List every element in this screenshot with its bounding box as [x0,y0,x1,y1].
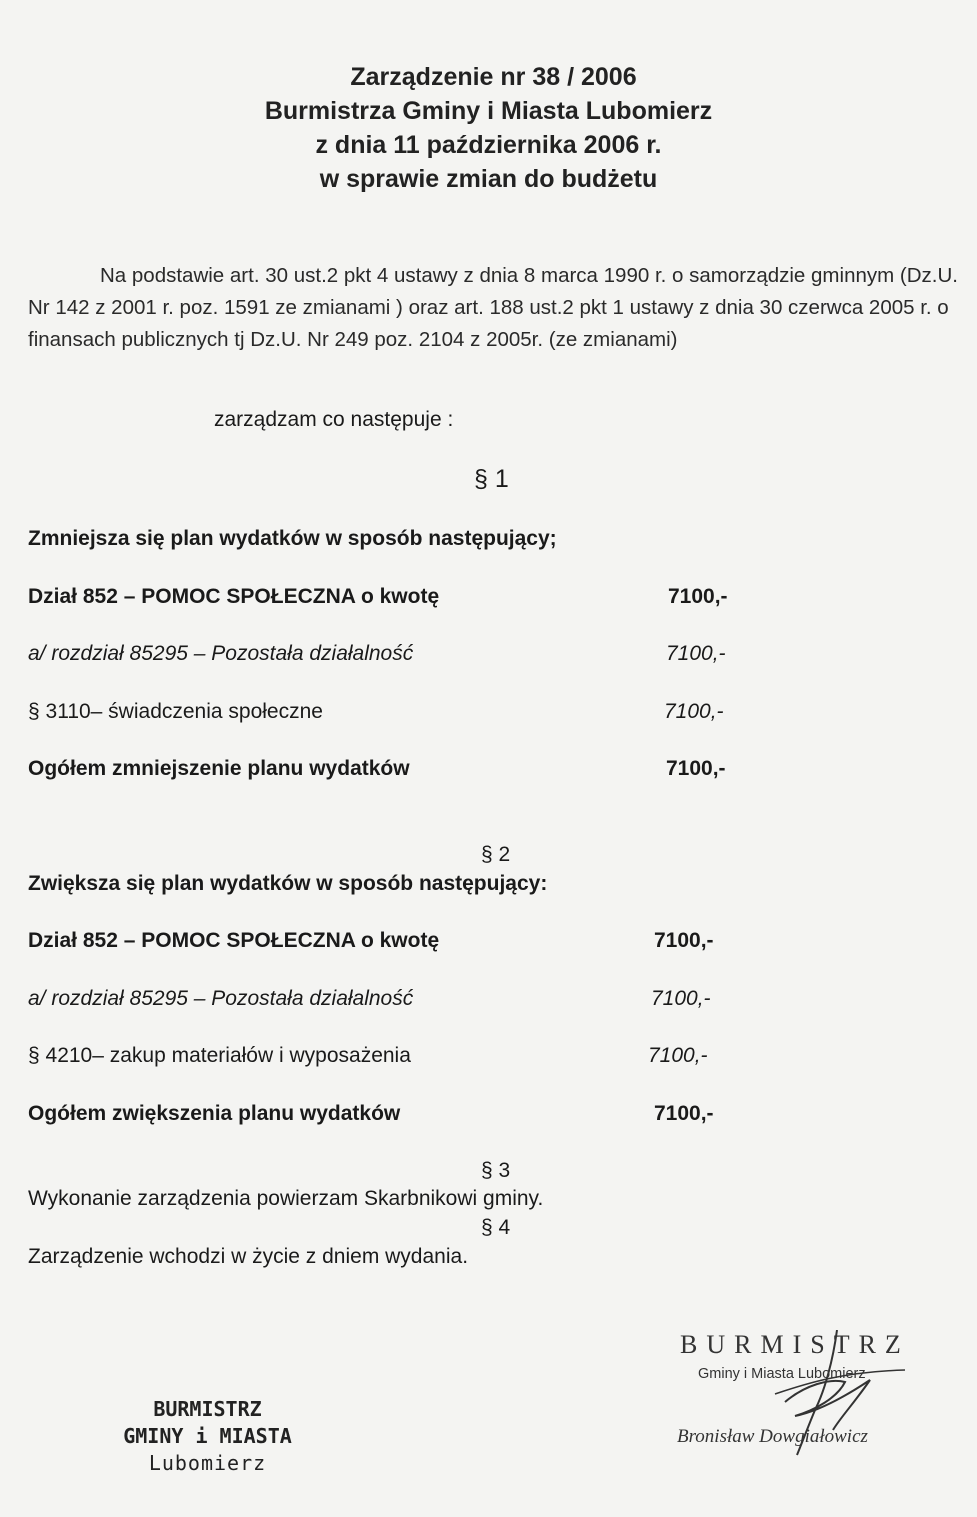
document-header [0,60,977,196]
section-1-rozdzial-label: a/ rozdział 85295 – Pozostała działalność [28,642,414,665]
section-1-lead: Zmniejsza się plan wydatków w sposób następujący; [28,527,557,550]
legal-basis-text: Na podstawie art. 30 ust.2 pkt 4 ustawy z dnia 8 marca 1990 r. o samorządzie gminnym (Dz.U. Nr 142 z 2001 r. poz. 1591 ze zmianami ) oraz art. 188 ust.2 pkt 1 ustawy z dnia 30 czerwca 2005 r. o finansach publicznych tj Dz.U. Nr 249 poz. 2104 z 2005r. (ze zmianami) [28,264,958,351]
section-1-total-label: Ogółem zmniejszenie planu wydatków [28,757,410,780]
stamp-line-2: GMINY i MIASTA [123,1424,292,1448]
section-4-text: Zarządzenie wchodzi w życie z dniem wydania. [28,1245,469,1268]
section-2-paragraf-label: § 4210– zakup materiałów i wyposażenia [28,1044,411,1067]
order-number: Zarządzenie nr 38 / 2006 [350,63,637,91]
section-2-total-amount: 7100,- [654,1102,714,1125]
stamp-line-1: BURMISTRZ [153,1397,262,1421]
section-2-rozdzial-amount: 7100,- [651,987,711,1010]
section-1-rozdzial-amount: 7100,- [666,642,726,665]
issuer: Burmistrza Gminy i Miasta Lubomierz [264,97,713,125]
section-4-heading: § 4 [481,1216,511,1239]
section-2-heading: § 2 [481,843,511,866]
section-2-total-label: Ogółem zwiększenia planu wydatków [28,1102,401,1125]
signature-title: BURMISTRZ [680,1330,910,1359]
section-1-paragraf-amount: 7100,- [664,700,724,723]
signature-block [665,1330,955,1460]
handwritten-signature-icon [665,1330,955,1460]
section-1-dzial-amount: 7100,- [668,585,728,608]
legal-basis [28,260,963,356]
section-2-dzial-label: Dział 852 – POMOC SPOŁECZNA o kwotę [28,929,440,952]
issue-date: z dnia 11 października 2006 r. [315,131,662,159]
mayor-stamp [85,1396,330,1477]
section-3-heading: § 3 [481,1159,511,1182]
section-2-rozdzial-label: a/ rozdział 85295 – Pozostała działalność [28,987,414,1010]
signature-name: Bronisław Dowgiałowicz [677,1426,868,1447]
section-1-heading: § 1 [474,465,509,493]
subject: w sprawie zmian do budżetu [319,165,658,193]
signature-subtitle: Gminy i Miasta Lubomierz [698,1366,866,1382]
section-1-dzial-label: Dział 852 – POMOC SPOŁECZNA o kwotę [28,585,440,608]
section-2-paragraf-amount: 7100,- [648,1044,708,1067]
section-3-text: Wykonanie zarządzenia powierzam Skarbnikowi gminy. [28,1187,544,1210]
section-2-dzial-amount: 7100,- [654,929,714,952]
section-1-paragraf-label: § 3110– świadczenia społeczne [28,700,323,723]
stamp-line-3: Lubomierz [148,1451,267,1475]
order-phrase: zarządzam co następuje : [214,408,454,431]
section-2-lead: Zwiększa się plan wydatków w sposób następujący: [28,872,548,895]
section-1-total-amount: 7100,- [666,757,726,780]
